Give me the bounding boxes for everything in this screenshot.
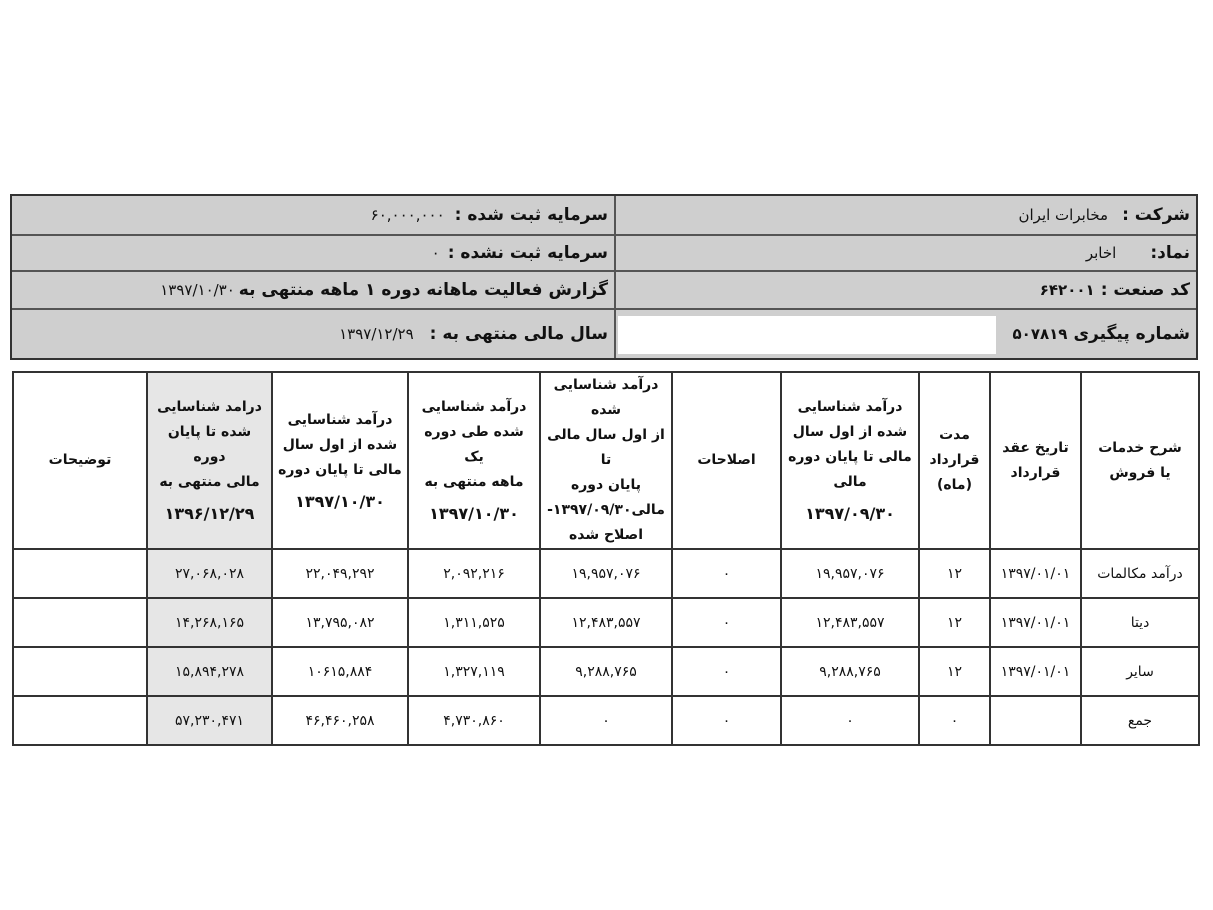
- cell-revenue-month: ۱,۳۲۷,۱۱۹: [408, 647, 540, 696]
- cell-revenue-month: ۴,۷۳۰,۸۶۰: [408, 696, 540, 745]
- cell-notes: [13, 598, 147, 647]
- cell-notes: [13, 549, 147, 598]
- symbol-label: نماد:: [1150, 243, 1190, 263]
- cell-duration: ۱۲: [919, 647, 990, 696]
- cell-duration: ۱۲: [919, 549, 990, 598]
- revenue-table: [12, 371, 1200, 746]
- header-notes: توضیحات: [13, 372, 147, 549]
- registered-capital-label: سرمایه ثبت شده :: [454, 205, 608, 225]
- header-adjustments: اصلاحات: [672, 372, 781, 549]
- cell-notes: [13, 696, 147, 745]
- header-revenue-to-0930: درآمد شناسایی شده از اول سال مالی تا پایان دوره مالی ۱۳۹۷/۰۹/۳۰: [781, 372, 919, 549]
- cell-contract-date: ۱۳۹۷/۰۱/۰۱: [990, 549, 1081, 598]
- cell-revenue-to-0930: ۰: [781, 696, 919, 745]
- cell-revenue-ytd: ۱۳,۷۹۵,۰۸۲: [272, 598, 408, 647]
- cell-adjustments: ۰: [672, 549, 781, 598]
- unregistered-capital-label: سرمایه ثبت نشده :: [447, 243, 608, 263]
- cell-revenue-prev-year: ۱۵,۸۹۴,۲۷۸: [147, 647, 272, 696]
- company-info-panel: [10, 194, 1198, 360]
- industry-code-value: ۶۴۲۰۰۱: [1039, 281, 1095, 299]
- redacted-box: [618, 316, 996, 354]
- cell-contract-date: ۱۳۹۷/۰۱/۰۱: [990, 647, 1081, 696]
- fiscal-year-row: [12, 310, 614, 358]
- cell-duration: ۱۲: [919, 598, 990, 647]
- cell-service: دیتا: [1081, 598, 1199, 647]
- cell-revenue-month: ۲,۰۹۲,۲۱۶: [408, 549, 540, 598]
- cell-adjustments: ۰: [672, 696, 781, 745]
- header-service: شرح خدمات یا فروش: [1081, 372, 1199, 549]
- cell-contract-date: ۱۳۹۷/۰۱/۰۱: [990, 598, 1081, 647]
- cell-revenue-to-0930: ۹,۲۸۸,۷۶۵: [781, 647, 919, 696]
- company-row: [616, 196, 1196, 236]
- header-contract-duration: مدت قرارداد (ماه): [919, 372, 990, 549]
- cell-notes: [13, 647, 147, 696]
- cell-revenue-to-0930: ۱۲,۴۸۳,۵۵۷: [781, 598, 919, 647]
- tracking-label: شماره پیگیری: [1073, 324, 1190, 344]
- cell-revenue-prev-year: ۵۷,۲۳۰,۴۷۱: [147, 696, 272, 745]
- registered-capital-value: ۶۰,۰۰۰,۰۰۰: [370, 206, 445, 224]
- cell-revenue-ytd: ۱۰۶۱۵,۸۸۴: [272, 647, 408, 696]
- industry-code-row: [616, 272, 1196, 310]
- cell-revenue-to-0930: ۱۹,۹۵۷,۰۷۶: [781, 549, 919, 598]
- cell-service: سایر: [1081, 647, 1199, 696]
- table-header-row: [13, 372, 1199, 549]
- symbol-value: اخابر: [1085, 244, 1117, 262]
- report-title-row: [12, 272, 614, 310]
- header-contract-date: تاریخ عقد قرارداد: [990, 372, 1081, 549]
- fiscal-year-value: ۱۳۹۷/۱۲/۲۹: [339, 325, 414, 343]
- unregistered-capital-row: [12, 236, 614, 272]
- cell-revenue-month: ۱,۳۱۱,۵۲۵: [408, 598, 540, 647]
- unregistered-capital-value: ۰: [431, 244, 440, 262]
- report-date: ۱۳۹۷/۱۰/۳۰: [160, 281, 235, 299]
- company-label: شرکت :: [1122, 205, 1190, 225]
- company-value: مخابرات ایران: [1018, 206, 1109, 224]
- cell-duration: ۰: [919, 696, 990, 745]
- cell-revenue-prev-year: ۱۴,۲۶۸,۱۶۵: [147, 598, 272, 647]
- header-revenue-prev-year: درامد شناسایی شده تا پایان دوره مالی منتهی به ۱۳۹۶/۱۲/۲۹: [147, 372, 272, 549]
- info-left-column: [12, 196, 616, 358]
- report-title: گزارش فعالیت ماهانه دوره ۱ ماهه منتهی به: [238, 280, 608, 300]
- cell-service: درآمد مکالمات: [1081, 549, 1199, 598]
- cell-contract-date: [990, 696, 1081, 745]
- cell-revenue-adjusted: ۹,۲۸۸,۷۶۵: [540, 647, 672, 696]
- table-row: [13, 549, 1199, 598]
- cell-revenue-adjusted: ۱۹,۹۵۷,۰۷۶: [540, 549, 672, 598]
- table-row: [13, 647, 1199, 696]
- header-revenue-ytd: درآمد شناسایی شده از اول سال مالی تا پایان دوره ۱۳۹۷/۱۰/۳۰: [272, 372, 408, 549]
- table-total-row: [13, 696, 1199, 745]
- table-row: [13, 598, 1199, 647]
- header-revenue-month: درآمد شناسایی شده طی دوره یک ماهه منتهی به ۱۳۹۷/۱۰/۳۰: [408, 372, 540, 549]
- cell-revenue-prev-year: ۲۷,۰۶۸,۰۲۸: [147, 549, 272, 598]
- cell-revenue-ytd: ۲۲,۰۴۹,۲۹۲: [272, 549, 408, 598]
- cell-revenue-ytd: ۴۶,۴۶۰,۲۵۸: [272, 696, 408, 745]
- cell-service: جمع: [1081, 696, 1199, 745]
- cell-revenue-adjusted: ۱۲,۴۸۳,۵۵۷: [540, 598, 672, 647]
- industry-code-label: کد صنعت :: [1100, 280, 1190, 300]
- fiscal-year-label: سال مالی منتهی به :: [429, 324, 608, 344]
- cell-revenue-adjusted: ۰: [540, 696, 672, 745]
- registered-capital-row: [12, 196, 614, 236]
- cell-adjustments: ۰: [672, 647, 781, 696]
- tracking-value: ۵۰۷۸۱۹: [1012, 325, 1068, 343]
- cell-adjustments: ۰: [672, 598, 781, 647]
- header-revenue-adjusted: درآمد شناسایی شده از اول سال مالی تا پایان دوره مالی۱۳۹۷/۰۹/۳۰- اصلاح شده: [540, 372, 672, 549]
- symbol-row: [616, 236, 1196, 272]
